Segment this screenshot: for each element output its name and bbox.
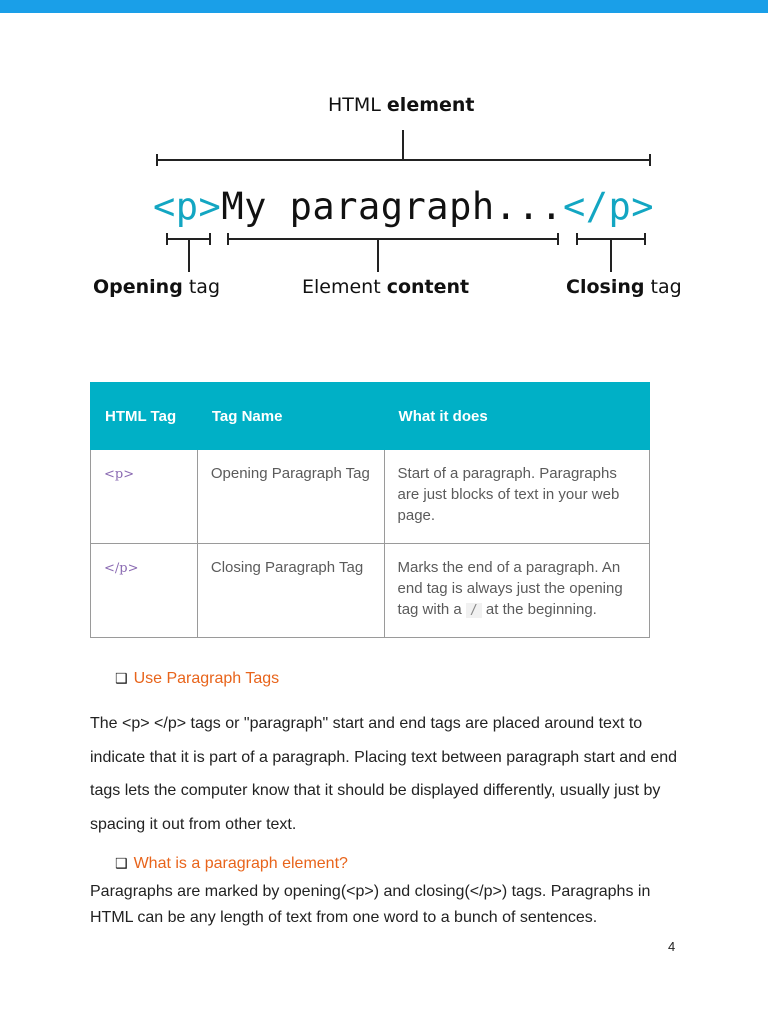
tag-name-cell: Closing Paragraph Tag — [197, 544, 384, 638]
html-tags-table — [90, 382, 650, 638]
paragraph-use-paragraph-tags: The <p> </p> tags or "paragraph" start and end tags are placed around text to indicate that it is part of a paragraph. Placing text between paragraph start and end tags lets the computer know that it should be displayed differently, usually just by spacing it out from other text. — [90, 715, 678, 834]
table-row — [91, 450, 650, 544]
code-example — [153, 185, 654, 228]
tag-description-cell: Start of a paragraph. Paragraphs are just blocks of text in your web page. — [384, 450, 649, 544]
tag-description-cell: Marks the end of a paragraph. An end tag is always just the opening tag with a / at the beginning. — [384, 544, 649, 638]
page-number: 4 — [668, 939, 676, 954]
section-heading-use-paragraph-tags: ❑ Use Paragraph Tags — [115, 670, 280, 687]
element-content-label: Element content — [302, 276, 470, 298]
top-accent-bar — [0, 0, 768, 13]
inline-code-slash: / — [466, 603, 482, 618]
header-html-tag: HTML Tag — [91, 383, 198, 450]
header-tag-name: Tag Name — [197, 383, 384, 450]
tag-code: <p> — [104, 467, 135, 482]
header-what-it-does: What it does — [384, 383, 649, 450]
table-row — [91, 544, 650, 638]
section-heading-what-is-paragraph: ❑ What is a paragraph element? — [115, 855, 348, 872]
opening-tag-label: Opening tag — [93, 276, 221, 298]
code-open-tag: <p> — [153, 185, 222, 228]
html-element-label: HTML element — [328, 94, 475, 116]
checkbox-bullet-icon: ❑ — [115, 671, 128, 687]
html-element-diagram — [0, 80, 768, 320]
paragraph-what-is-paragraph: Paragraphs are marked by opening(<p>) and closing(</p>) tags. Paragraphs in HTML can be any length of text from one word to a bunch of sentences. — [90, 883, 651, 926]
table-header-row — [91, 383, 650, 450]
code-content: My paragraph... — [221, 185, 563, 228]
tag-code: </p> — [104, 561, 139, 576]
checkbox-bullet-icon: ❑ — [115, 856, 128, 872]
code-close-tag: </p> — [562, 185, 655, 228]
tag-name-cell: Opening Paragraph Tag — [197, 450, 384, 544]
closing-tag-label: Closing tag — [566, 276, 682, 298]
